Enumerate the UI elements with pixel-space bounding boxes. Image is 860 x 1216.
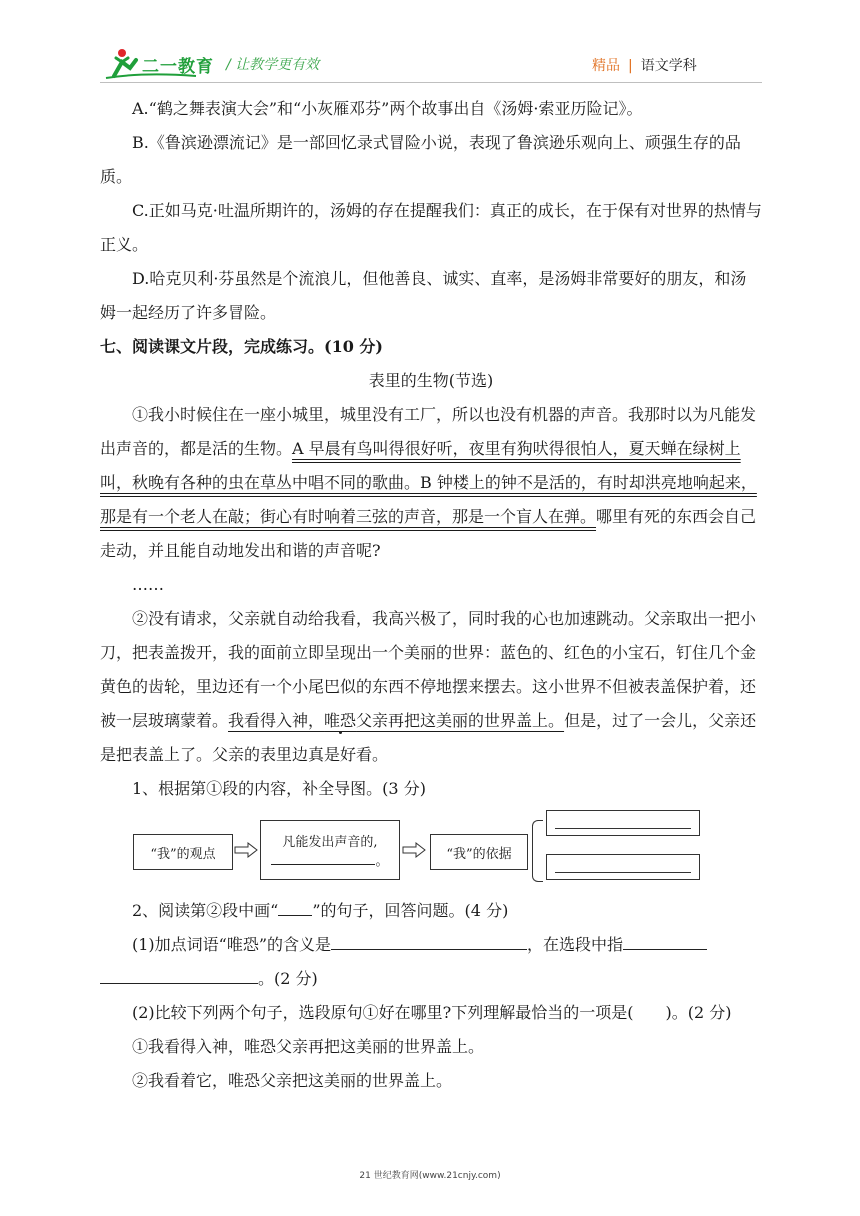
document-body: [100, 92, 762, 1098]
mindmap-claim-text: 凡能发出声音的,: [282, 835, 378, 850]
sentence-2: ②我看着它，唯恐父亲把这美丽的世界盖上。: [132, 1071, 453, 1090]
sentence-1: ①我看得入神，唯恐父亲再把这美丽的世界盖上。: [132, 1037, 485, 1056]
brace-icon: [532, 820, 543, 882]
para2-start: ②没有请求，父亲就自动给我看，我高兴极了，同时我的心也加速跳动。父亲取出一把小刀，把表盖拨开，我的面前立即呈现出一个美丽的世界：蓝色的、红色的小宝石，钉住几个金黄色的齿轮，里边还有一个小尾巴似的东西不停地摆来摆去。这小世界不但被表盖保护着，还被一层玻璃蒙着。: [100, 609, 757, 730]
ellipsis: ……: [132, 575, 164, 594]
answer-blank[interactable]: [623, 949, 707, 950]
option-c: C.正如马克·吐温所期许的，汤姆的存在提醒我们：真正的成长，在于保有对世界的热情与正义。: [100, 201, 762, 254]
passage-title: 表里的生物(节选): [368, 371, 494, 390]
slogan: / 让教学更有效: [226, 57, 320, 73]
mindmap-view-box: “我”的观点: [133, 834, 233, 870]
option-d: D.哈克贝利·芬虽然是个流浪儿，但他善良、诚实、直率，是汤姆非常要好的朋友，和汤姆一起经历了许多冒险。: [100, 269, 747, 322]
para2-underlined-sentence: 我看得入神，唯恐父亲再把这美丽的世界盖上。: [228, 711, 565, 730]
question-2: 2、阅读第②段中画“ ”的句子，回答问题。(4 分): [132, 901, 509, 920]
subject-label: 语文学科: [640, 58, 697, 74]
arrow-right-icon: [234, 842, 258, 858]
header-divider: [100, 82, 762, 83]
mindmap-answer-blank-2[interactable]: [546, 854, 700, 880]
page-header: [0, 0, 860, 90]
arrow-right-icon: [402, 842, 426, 858]
header-separator: |: [628, 58, 633, 74]
para2-end: 但是，过了一会儿，父亲还是把表盖上了。父亲的表里边真是好看。: [100, 711, 757, 764]
mindmap-basis-box: “我”的依据: [430, 834, 528, 870]
question-2-2: (2)比较下列两个句子，选段原句①好在哪里?下列理解最恰当的一项是( )。(2 分): [132, 1003, 732, 1022]
mind-map: [100, 810, 762, 888]
quality-label: 精品: [592, 58, 620, 74]
mindmap-answer-blank-1[interactable]: [546, 810, 700, 836]
question-1: 1、根据第①段的内容，补全导图。(3 分): [132, 779, 426, 798]
paragraph-1: [100, 398, 762, 568]
answer-blank[interactable]: [331, 949, 527, 950]
header-right: [592, 55, 697, 75]
dotted-word: 唯恐: [324, 711, 357, 730]
page-footer: 21 世纪教育网(www.21cnjy.com): [359, 1171, 501, 1181]
option-a: A.“鹤之舞表演大会”和“小灰雁邓芬”两个故事出自《汤姆·索亚历险记》。: [132, 99, 643, 118]
para1-underline-a: A 早晨有鸟叫得很好听，夜里有狗吠得很怕人，夏天蝉在绿树上叫，秋晚有各种的虫在草丛中唱不同的歌曲。: [100, 439, 741, 492]
para1-end: 哪里有死的东西会自己走动，并且能自动地发出和谐的声音呢?: [100, 507, 757, 560]
logo-text: 二一教育: [142, 57, 214, 77]
para1-start: ①我小时候住在一座小城里，城里没有工厂，所以也没有机器的声音。我那时以为凡能发出声音的，都是活的生物。: [100, 405, 757, 458]
mindmap-claim-box: [260, 820, 400, 880]
section-heading: 七、阅读课文片段，完成练习。(10 分): [100, 337, 383, 356]
paragraph-2: [100, 602, 762, 772]
para1-underline-b: B 钟楼上的钟不是活的，有时却洪亮地响起来，那是有一个老人在敲；街心有时响着三弦的声音，那是一个盲人在弹。: [100, 473, 757, 526]
answer-blank[interactable]: [100, 983, 258, 984]
question-2-1: (1)加点词语“唯恐”的含义是 ，在选段中指 。(2 分): [100, 928, 762, 996]
mindmap-claim-blank[interactable]: 。: [271, 850, 388, 869]
option-b: B.《鲁滨逊漂流记》是一部回忆录式冒险小说，表现了鲁滨逊乐观向上、顽强生存的品质。: [100, 133, 741, 186]
